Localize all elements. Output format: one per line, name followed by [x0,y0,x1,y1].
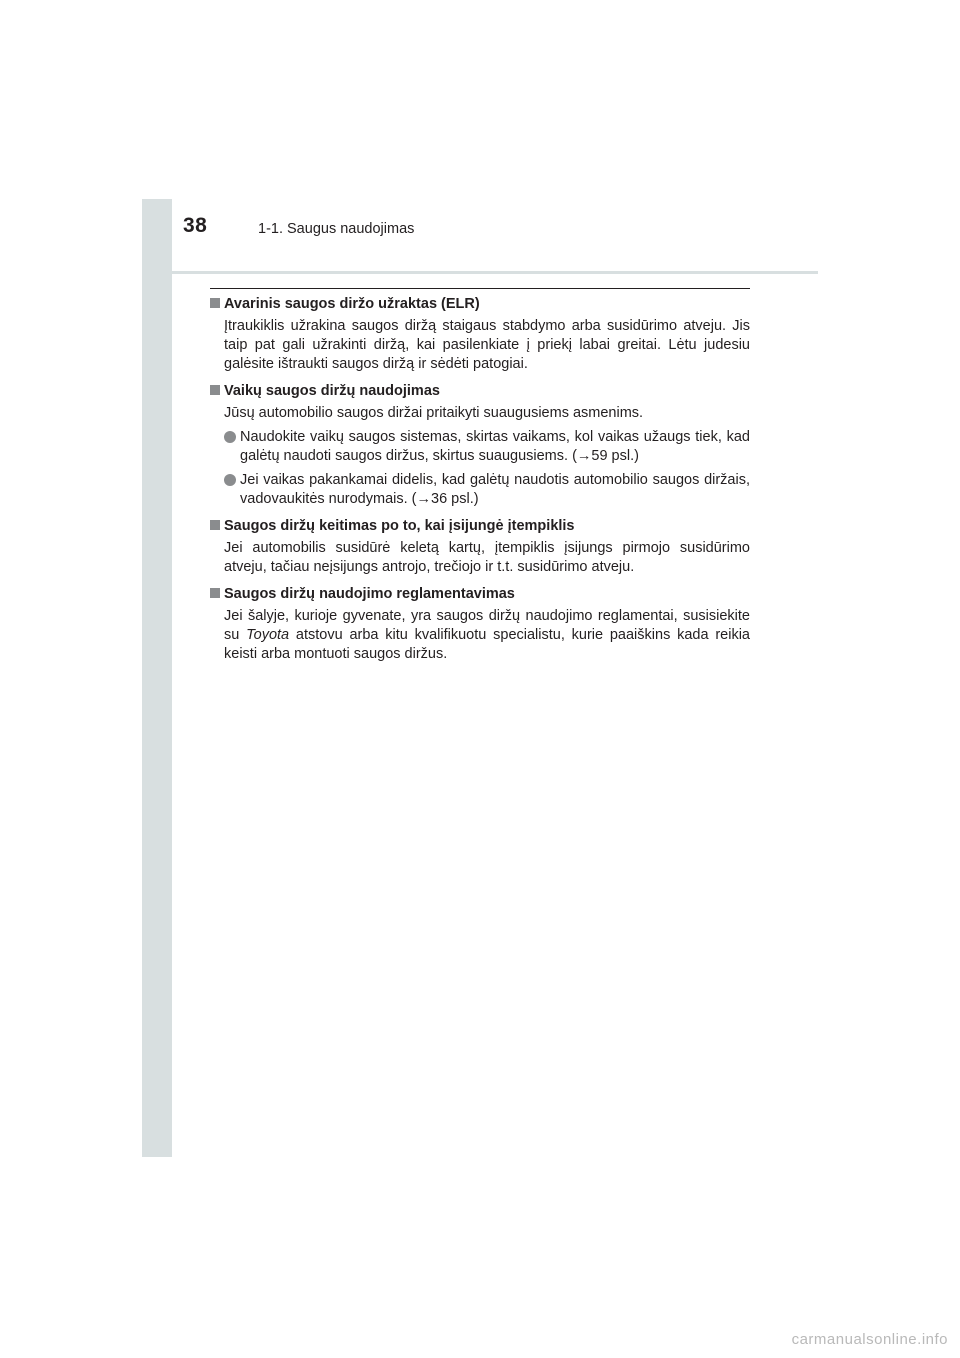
section-pretensioner [210,517,750,577]
watermark: carmanualsonline.info [791,1331,948,1348]
brand-name: Toyota [246,627,290,643]
section-heading [210,382,750,401]
section-elr [210,295,750,374]
section-paragraph: Įtraukiklis užrakina saugos diržą staigaus stabdymo arba susidūrimo atveju. Jis taip pat gali užrakinti diržą, kai pasilenkiate į priekį labai greitai. Lėtu judesiu galėsite ištraukti saugos diržą ir sėdėti patogiai. [224,318,750,372]
section-title: 1-1. Saugus naudojimas [258,221,415,237]
square-bullet-icon [210,385,220,395]
bullet-item [224,471,750,509]
section-heading-text: Avarinis saugos diržo užraktas (ELR) [224,296,480,312]
section-regulations [210,585,750,664]
page-content [210,295,750,672]
section-heading [210,295,750,314]
circle-bullet-icon [224,474,236,486]
page-number: 38 [183,214,208,237]
content-top-rule [210,288,750,289]
section-child-belts [210,382,750,509]
square-bullet-icon [210,588,220,598]
bullet-item [224,428,750,466]
paragraph-text-start: Jei šalyje, kurioje gyvenate, yra saugos diržų naudojimo reglamentai, susisiekite su [224,608,750,643]
square-bullet-icon [210,520,220,530]
square-bullet-icon [210,298,220,308]
bullet-text: Naudokite vaikų saugos sistemas, skirtas vaikams, kol vaikas užaugs tiek, kad galėtų naudoti saugos diržus, skirtus suaugusiems. (→59 psl.) [240,429,750,464]
bullet-text: Jei vaikas pakankamai didelis, kad galėtų naudotis automobilio saugos diržais, vadovaukitės nurodymais. (→36 psl.) [240,472,750,507]
section-heading-text: Saugos diržų naudojimo reglamentavimas [224,586,515,602]
section-heading [210,585,750,604]
circle-bullet-icon [224,431,236,443]
section-paragraph [224,607,750,664]
section-heading [210,517,750,536]
header-rule [142,271,818,274]
section-heading-text: Saugos diržų keitimas po to, kai įsijungė įtempiklis [224,518,575,534]
side-tab-band [142,199,172,1157]
section-paragraph: Jei automobilis susidūrė keletą kartų, įtempiklis įsijungs pirmojo susidūrimo atveju, tačiau neįsijungs antrojo, trečiojo ir t.t. susidūrimo atveju. [224,540,750,575]
section-heading-text: Vaikų saugos diržų naudojimas [224,383,440,399]
paragraph-text-end: atstovu arba kitu kvalifikuotu specialistu, kurie paaiškins kada reikia keisti arba montuoti saugos diržus. [224,627,750,662]
section-paragraph: Jūsų automobilio saugos diržai pritaikyti suaugusiems asmenims. [224,405,644,421]
